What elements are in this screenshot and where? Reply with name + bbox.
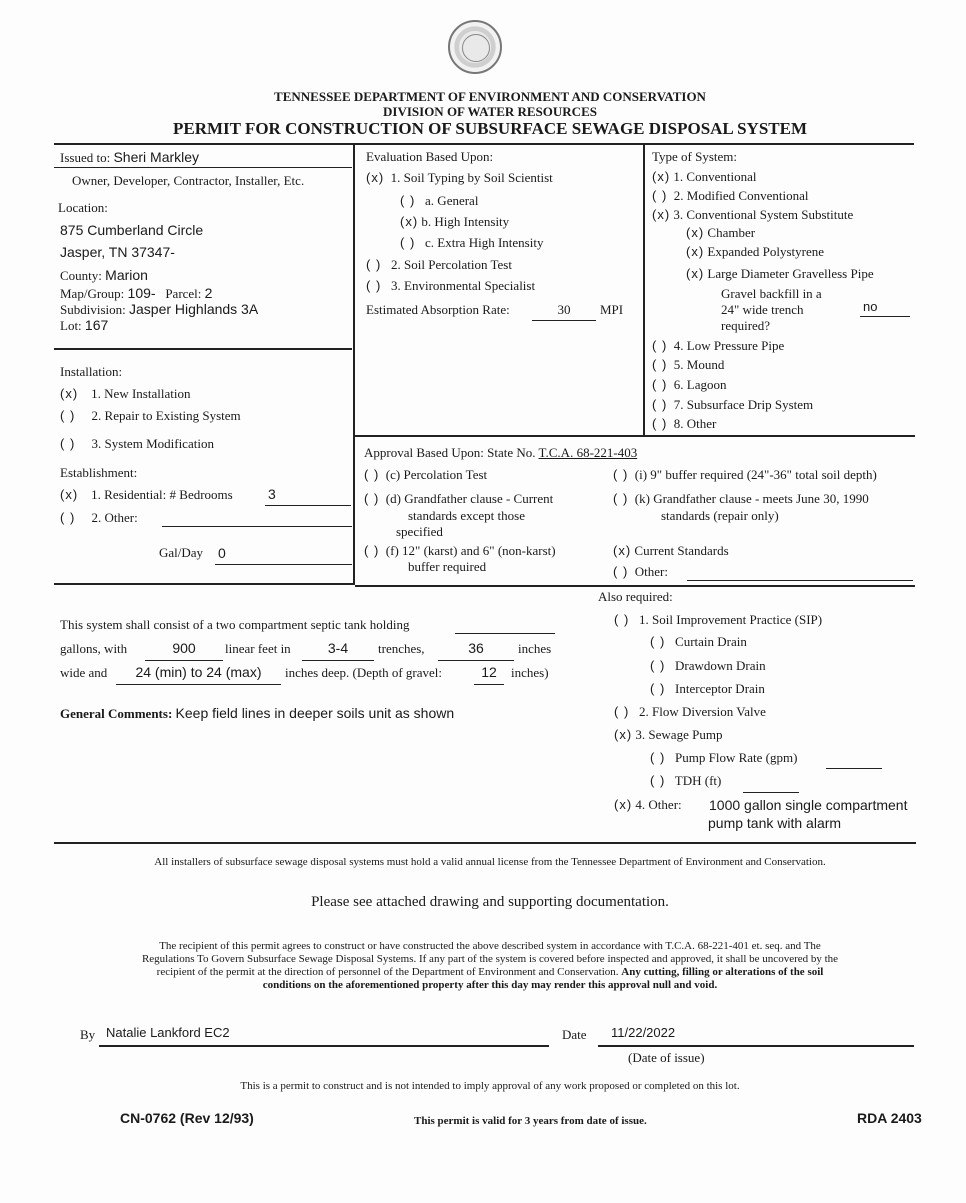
state-seal-icon <box>448 20 502 74</box>
approval-item <box>613 467 877 483</box>
subdivision-label: Subdivision: <box>60 302 126 317</box>
also-required-item <box>614 612 822 628</box>
gal-day-label: Gal/Day <box>159 545 204 560</box>
system-type-item <box>652 377 727 393</box>
establishment-label: 1. Residential: # Bedrooms <box>91 487 233 502</box>
installation-label: 3. System Modification <box>91 436 214 451</box>
specs-inches-deep: inches deep. (Depth of gravel: <box>285 665 443 680</box>
system-type-label: Expanded Polystyrene <box>707 244 825 259</box>
address-line1: 875 Cumberland Circle <box>60 222 204 238</box>
absorption-rate-label: Estimated Absorption Rate: <box>366 302 510 317</box>
also-required-item <box>614 704 766 720</box>
installation-heading: Installation: <box>60 364 123 379</box>
parcel-label: Parcel: <box>165 286 202 301</box>
bedrooms-value: 3 <box>268 486 276 502</box>
underline <box>438 660 514 661</box>
signature-line <box>99 1045 549 1047</box>
agreement-text <box>0 966 966 978</box>
checkbox[interactable]: ( ) <box>650 681 666 696</box>
role-caption: Owner, Developer, Contractor, Installer, Etc. <box>72 173 305 188</box>
absorption-rate-unit: MPI <box>600 302 624 317</box>
underline <box>265 505 351 506</box>
trench-width-value: 36 <box>468 640 484 656</box>
checkbox-checked[interactable]: (x) <box>686 266 705 281</box>
system-type-item <box>652 357 724 373</box>
checkbox[interactable]: ( ) <box>650 634 666 649</box>
checkbox-checked[interactable]: (x) <box>686 244 705 259</box>
gravel-depth-value: 12 <box>481 664 497 680</box>
tank-gallons-field[interactable] <box>455 633 555 634</box>
establishment-item <box>60 487 233 503</box>
system-type-item <box>652 397 813 413</box>
also-required-heading: Also required: <box>598 589 673 604</box>
gravel-answer: no <box>863 299 878 314</box>
approval-label: (d) Grandfather clause - Current <box>385 491 554 506</box>
specs-line1: This system shall consist of a two compartment septic tank holding <box>60 617 410 632</box>
statute-reference: T.C.A. 68-221-403 <box>538 445 638 460</box>
issuer-name: Natalie Lankford EC2 <box>106 1025 230 1040</box>
validity-notice: This permit is valid for 3 years from date of issue. <box>414 1115 647 1127</box>
checkbox-checked[interactable]: (x) <box>400 214 419 229</box>
approval-item <box>364 543 556 559</box>
approval-label: Other: <box>634 564 668 579</box>
installation-label: 1. New Installation <box>91 386 191 401</box>
also-required-label: Drawdown Drain <box>675 658 766 673</box>
checkbox-checked[interactable]: (x) <box>614 797 633 812</box>
approval-other-field[interactable] <box>687 580 913 581</box>
specs-linear-feet-in: linear feet in <box>225 641 291 656</box>
divider <box>54 167 352 168</box>
county-value: Marion <box>105 267 148 283</box>
system-type-label: Chamber <box>707 225 756 240</box>
approval-item <box>613 543 729 559</box>
page-title: PERMIT FOR CONSTRUCTION OF SUBSURFACE SEWAGE DISPOSAL SYSTEM <box>173 119 807 138</box>
issued-to-name: Sheri Markley <box>113 149 200 165</box>
checkbox[interactable]: ( ) <box>652 416 668 431</box>
tdh-field[interactable] <box>743 792 799 793</box>
system-type-label: 8. Other <box>673 416 717 431</box>
checkbox[interactable]: ( ) <box>366 278 382 293</box>
system-type-item <box>686 225 755 241</box>
date-caption: (Date of issue) <box>628 1050 705 1065</box>
checkbox[interactable]: ( ) <box>650 750 666 765</box>
evaluation-item <box>400 193 478 209</box>
checkbox-checked[interactable]: (x) <box>614 727 633 742</box>
checkbox-checked[interactable]: (x) <box>686 225 705 240</box>
installation-item <box>60 436 214 452</box>
also-required-item <box>650 634 747 650</box>
underline <box>532 320 596 321</box>
evaluation-item <box>400 235 543 251</box>
checkbox[interactable]: ( ) <box>652 377 668 392</box>
by-label: By <box>80 1027 96 1042</box>
divider <box>355 585 915 587</box>
checkbox[interactable]: ( ) <box>614 704 630 719</box>
system-type-label: 7. Subsurface Drip System <box>673 397 814 412</box>
checkbox[interactable]: ( ) <box>60 510 76 525</box>
underline <box>215 564 352 565</box>
evaluation-item <box>366 257 512 273</box>
underline <box>474 684 504 685</box>
approval-item <box>364 467 487 483</box>
system-type-item <box>652 169 756 185</box>
divider <box>355 435 915 437</box>
also-required-item <box>650 773 721 789</box>
approval-label: (k) Grandfather clause - meets June 30, 1990 <box>634 491 869 506</box>
approval-heading <box>364 445 637 461</box>
also-required-label: Curtain Drain <box>675 634 747 649</box>
specs-inches-close: inches) <box>511 665 549 680</box>
form-number: CN-0762 (Rev 12/93) <box>120 1110 254 1126</box>
divider <box>54 348 352 350</box>
underline <box>145 660 223 661</box>
approval-item <box>364 491 553 507</box>
approval-label-cont: standards (repair only) <box>661 508 779 523</box>
also-required-label: 3. Sewage Pump <box>635 727 723 742</box>
approval-label-cont: specified <box>396 524 443 539</box>
checkbox[interactable]: ( ) <box>364 467 380 482</box>
evaluation-item-label: a. General <box>425 193 479 208</box>
system-type-label: 5. Mound <box>673 357 725 372</box>
specs-trenches-label: trenches, <box>378 641 425 656</box>
pump-flow-rate-field[interactable] <box>826 768 882 769</box>
also-required-item <box>650 658 766 674</box>
address-line2: Jasper, TN 37347- <box>60 244 175 260</box>
underline <box>860 316 910 317</box>
also-required-label: Interceptor Drain <box>675 681 765 696</box>
gravel-question: 24" wide trench <box>721 302 804 317</box>
checkbox-checked[interactable]: (x) <box>60 487 79 502</box>
gravel-question: required? <box>721 318 771 333</box>
county-label: County: <box>60 268 102 283</box>
approval-heading-label: Approval Based Upon: State No. <box>364 445 536 460</box>
specs-inches-label: inches <box>518 641 552 656</box>
also-required-label: TDH (ft) <box>674 773 722 788</box>
evaluation-item-label: b. High Intensity <box>421 214 510 229</box>
checkbox[interactable]: ( ) <box>652 357 668 372</box>
specs-wide-and: wide and <box>60 665 108 680</box>
approval-label-cont: buffer required <box>408 559 487 574</box>
evaluation-item-label: 2. Soil Percolation Test <box>391 257 512 272</box>
installation-label: 2. Repair to Existing System <box>91 408 241 423</box>
also-required-label: 4. Other: <box>635 797 682 812</box>
evaluation-item <box>400 214 509 230</box>
also-required-item <box>650 681 765 697</box>
parcel-value: 2 <box>204 285 213 301</box>
lot-value: 167 <box>84 317 109 333</box>
also-required-item <box>614 797 682 813</box>
rda-number: RDA 2403 <box>857 1110 922 1126</box>
checkbox-checked[interactable]: (x) <box>60 386 79 401</box>
system-type-label: 4. Low Pressure Pipe <box>673 338 785 353</box>
evaluation-heading: Evaluation Based Upon: <box>366 149 494 164</box>
system-type-label: 1. Conventional <box>673 169 757 184</box>
checkbox-checked[interactable]: (x) <box>652 169 671 184</box>
underline <box>116 684 281 685</box>
divider <box>643 145 645 435</box>
checkbox-checked[interactable]: (x) <box>366 170 385 185</box>
system-type-heading: Type of System: <box>652 149 738 164</box>
divider <box>353 145 355 585</box>
checkbox[interactable]: ( ) <box>364 543 380 558</box>
agreement-warning: conditions on the aforementioned property after this day may render this approval null and void. <box>262 979 718 991</box>
installation-item <box>60 386 190 402</box>
system-type-item <box>686 266 874 282</box>
evaluation-item <box>366 170 553 186</box>
approval-item <box>613 491 869 507</box>
approval-label-cont: standards except those <box>408 508 525 523</box>
other-required-value-cont: pump tank with alarm <box>708 815 842 831</box>
establishment-item <box>60 510 138 526</box>
system-type-item <box>652 416 716 432</box>
checkbox[interactable]: ( ) <box>650 658 666 673</box>
issued-to-field <box>60 149 199 166</box>
divider <box>54 583 354 585</box>
issue-date: 11/22/2022 <box>611 1025 676 1040</box>
system-type-item <box>652 207 853 223</box>
comments-label: General Comments: <box>60 706 173 721</box>
checkbox[interactable]: ( ) <box>400 193 416 208</box>
checkbox[interactable]: ( ) <box>652 188 668 203</box>
approval-label: Current Standards <box>634 543 729 558</box>
checkbox-checked[interactable]: (x) <box>652 207 671 222</box>
division-name: DIVISION OF WATER RESOURCES <box>383 104 597 119</box>
checkbox[interactable]: ( ) <box>652 338 668 353</box>
checkbox[interactable]: ( ) <box>613 467 629 482</box>
checkbox[interactable]: ( ) <box>364 491 380 506</box>
date-line <box>598 1045 914 1047</box>
location-label: Location: <box>58 200 108 215</box>
date-label: Date <box>562 1027 587 1042</box>
establishment-heading: Establishment: <box>60 465 138 480</box>
system-type-label: 2. Modified Conventional <box>673 188 809 203</box>
checkbox[interactable]: ( ) <box>613 491 629 506</box>
subdivision-value: Jasper Highlands 3A <box>129 301 259 317</box>
also-required-item <box>614 727 722 743</box>
establishment-label: 2. Other: <box>91 510 138 525</box>
also-required-label: 2. Flow Diversion Valve <box>639 704 766 719</box>
construct-notice: This is a permit to construct and is not intended to imply approval of any work proposed or completed on this lot. <box>240 1080 740 1092</box>
specs-gallons-with: gallons, with <box>60 641 128 656</box>
checkbox[interactable]: ( ) <box>60 408 76 423</box>
underline <box>302 660 374 661</box>
approval-item <box>613 564 668 580</box>
checkbox-checked[interactable]: (x) <box>613 543 632 558</box>
checkbox[interactable]: ( ) <box>652 397 668 412</box>
checkbox[interactable]: ( ) <box>614 612 630 627</box>
agreement-warning: Any cutting, filling or alterations of the soil <box>621 966 824 978</box>
lot-label: Lot: <box>60 318 82 333</box>
county-field <box>60 267 148 284</box>
gravel-question: Gravel backfill in a <box>721 286 822 301</box>
absorption-rate-value: 30 <box>557 302 571 317</box>
checkbox[interactable]: ( ) <box>366 257 382 272</box>
establishment-other-field[interactable] <box>162 526 352 527</box>
also-required-label: 1. Soil Improvement Practice (SIP) <box>639 612 823 627</box>
issued-to-label: Issued to: <box>60 150 111 165</box>
see-attached-notice: Please see attached drawing and supporting documentation. <box>311 894 669 910</box>
agreement-text: Regulations To Govern Subsurface Sewage Disposal Systems. If any part of the system is covered before inspected and approved, it shall be uncovered by the <box>141 953 839 965</box>
subdivision-field <box>60 301 258 318</box>
linear-feet-value: 900 <box>172 640 196 656</box>
system-type-label: Large Diameter Gravelless Pipe <box>707 266 874 281</box>
checkbox[interactable]: ( ) <box>650 773 666 788</box>
checkbox[interactable]: ( ) <box>613 564 629 579</box>
trench-depth-value: 24 (min) to 24 (max) <box>135 664 262 680</box>
trenches-value: 3-4 <box>327 640 349 656</box>
evaluation-item-label: c. Extra High Intensity <box>425 235 544 250</box>
checkbox[interactable]: ( ) <box>60 436 76 451</box>
agreement-text-part: recipient of the permit at the direction of personnel of the Department of Environment and Conservation. <box>156 966 619 978</box>
evaluation-item <box>366 278 535 294</box>
agreement-text: The recipient of this permit agrees to construct or have constructed the above described system in accordance with T.C.A. 68-221-401 et. seq. and The <box>159 940 821 952</box>
system-type-item <box>686 244 824 260</box>
general-comments <box>60 705 454 722</box>
system-type-item <box>652 188 808 204</box>
checkbox[interactable]: ( ) <box>400 235 416 250</box>
also-required-item <box>650 750 797 766</box>
system-type-item <box>652 338 784 354</box>
lot-field <box>60 317 108 334</box>
system-type-label: 3. Conventional System Substitute <box>673 207 854 222</box>
system-type-label: 6. Lagoon <box>673 377 727 392</box>
gal-day-value: 0 <box>218 545 226 561</box>
also-required-label: Pump Flow Rate (gpm) <box>675 750 798 765</box>
approval-label: (f) 12" (karst) and 6" (non-karst) <box>385 543 556 558</box>
license-notice: All installers of subsurface sewage disposal systems must hold a valid annual license from the Tennessee Department of Environment and Conservation. <box>154 856 826 868</box>
installation-item <box>60 408 241 424</box>
evaluation-item-label: 3. Environmental Specialist <box>391 278 536 293</box>
divider <box>54 143 914 145</box>
approval-label: (c) Percolation Test <box>385 467 488 482</box>
approval-label: (i) 9" buffer required (24"-36" total soil depth) <box>634 467 877 482</box>
map-group-value: 109- <box>127 285 156 301</box>
comments-value: Keep field lines in deeper soils unit as shown <box>175 705 455 721</box>
divider <box>54 842 916 844</box>
other-required-value: 1000 gallon single compartment <box>709 797 908 813</box>
evaluation-item-label: 1. Soil Typing by Soil Scientist <box>390 170 553 185</box>
department-name: TENNESSEE DEPARTMENT OF ENVIRONMENT AND CONSERVATION <box>274 89 706 104</box>
map-group-label: Map/Group: <box>60 286 125 301</box>
map-group-field <box>60 285 212 302</box>
